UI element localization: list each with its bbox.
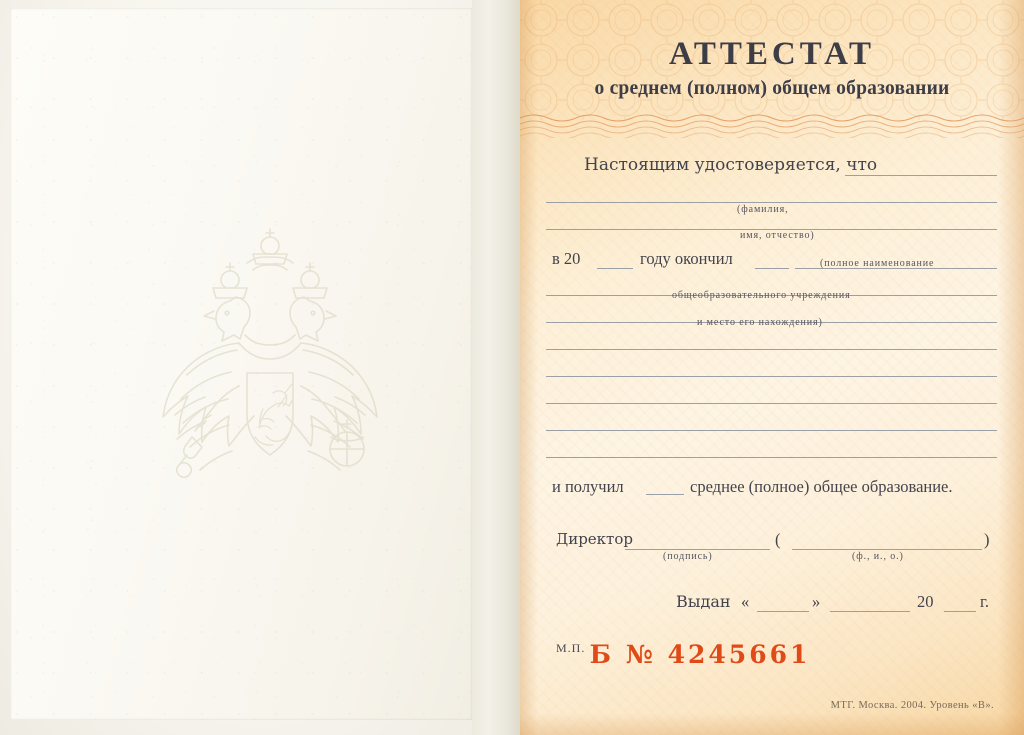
printer-imprint: МТГ. Москва. 2004. Уровень «В».: [830, 700, 994, 711]
blank-line-received[interactable]: [646, 494, 684, 495]
russian-coat-of-arms-icon: [135, 223, 405, 523]
blank-line-signature[interactable]: [625, 549, 770, 550]
serial-symbol: №: [625, 640, 656, 669]
blank-line-8[interactable]: [546, 457, 997, 458]
blank-line-7[interactable]: [546, 430, 997, 431]
caption-initials: (ф., и., о.): [852, 551, 904, 562]
page-gutter: [472, 0, 520, 735]
paren-open-initials: (: [775, 530, 781, 549]
serial-number: [590, 640, 811, 669]
issued-year-prefix: 20: [917, 592, 934, 611]
caption-school-2: общеобразовательного учреждения: [672, 290, 851, 301]
paren-close-initials: ): [984, 530, 990, 549]
serial-digits: 4245661: [667, 640, 811, 669]
caption-signature: (подпись): [663, 551, 713, 562]
left-page-surface: [10, 8, 472, 720]
blank-line-4[interactable]: [546, 349, 997, 350]
blank-line-issue-year[interactable]: [944, 611, 976, 612]
wave-separator: [520, 112, 1024, 138]
blank-line-initials[interactable]: [792, 549, 982, 550]
caption-surname: (фамилия,: [737, 204, 789, 215]
issued-quote-open: «: [741, 592, 750, 611]
blank-line-day[interactable]: [757, 611, 809, 612]
caption-name-patronymic: имя, отчество): [740, 230, 815, 241]
certificate-subtitle: о среднем (полном) общем образовании: [594, 78, 950, 99]
right-page: [520, 0, 1024, 735]
certificate-title: АТТЕСТАТ: [668, 36, 876, 72]
received-prefix-label: и получил: [552, 477, 624, 496]
blank-line-name-2[interactable]: [546, 202, 997, 203]
blank-line-month[interactable]: [830, 611, 910, 612]
serial-series: Б: [589, 640, 614, 669]
caption-school-3: и место его нахождения): [697, 317, 823, 328]
caption-school-1: (полное наименование: [820, 258, 935, 269]
attestation-phrase: Настоящим удостоверяется, что: [584, 155, 878, 175]
blank-line-graduated[interactable]: [755, 268, 789, 269]
year-mid-label: году окончил: [640, 249, 733, 268]
issued-quote-close: »: [812, 592, 821, 611]
blank-line-year[interactable]: [597, 268, 633, 269]
director-label: Директор: [556, 530, 633, 548]
stamp-place-label: М.П.: [556, 641, 586, 655]
issued-year-suffix: г.: [980, 592, 990, 611]
blank-line-name-1[interactable]: [845, 175, 997, 176]
page-edge-shadow-bottom: [520, 713, 1024, 735]
blank-line-5[interactable]: [546, 376, 997, 377]
received-text-label: среднее (полное) общее образование.: [690, 477, 953, 496]
page-edge-shadow-left: [520, 0, 538, 735]
blank-line-6[interactable]: [546, 403, 997, 404]
year-prefix-label: в 20: [552, 249, 581, 268]
page-edge-shadow-right: [998, 0, 1024, 735]
issued-label: Выдан: [676, 592, 731, 611]
